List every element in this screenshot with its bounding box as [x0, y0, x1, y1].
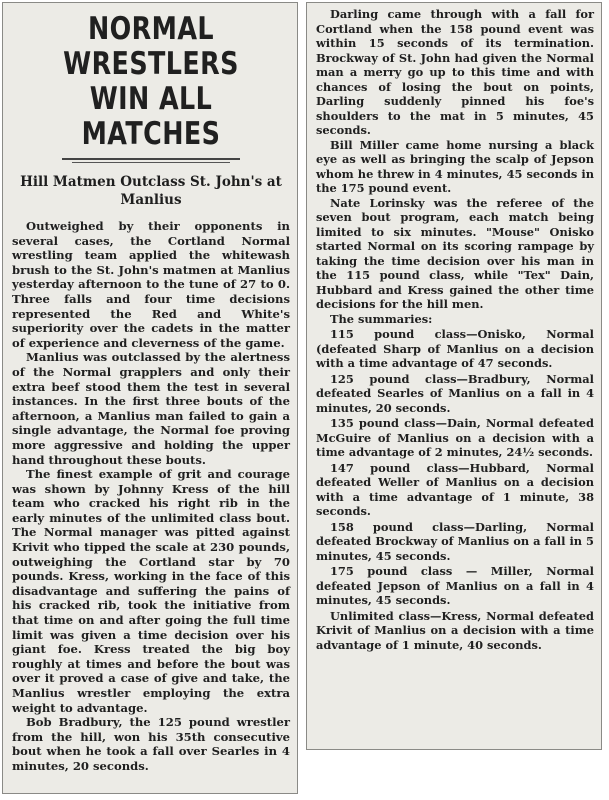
article-paragraph: Nate Lorinsky was the referee of the seven bout program, each match being limited to six minutes. "Mouse" Onisko started Normal on its scoring rampage by taking the time decision over his man in the 115 pound class, while "Tex" Dain, Hubbard and Kress gained the other time decisions for the hill men.: [316, 195, 594, 311]
article-paragraph: Bob Bradbury, the 125 pound wrestler from the hill, won his 35th consecutive bout when he took a fall over Searles in 4 minutes, 20 seconds.: [12, 715, 290, 773]
summary-item: 115 pound class—Onisko, Normal (defeated Sharp of Manlius on a decision with a time advantage of 47 seconds.: [316, 327, 594, 370]
article-paragraph: Darling came through with a fall for Cortland when the 158 pound event was within 15 seconds of its termination. Brockway of St. John had given the Normal man a merry go up to this time and with chances of losing the bout on points, Darling suddenly pinned his foe's shoulders to the mat in 5 minutes, 45 seconds.: [316, 7, 594, 137]
article-paragraph: Manlius was outclassed by the alertness of the Normal grapplers and only their extra beef stood them the test in several instances. In the first three bouts of the afternoon, a Manlius man failed to gain a single advantage, the Normal foe proving more aggressive and holding the upper hand throughout these bouts.: [12, 350, 290, 467]
summary-item: 147 pound class—Hubbard, Normal defeated Weller of Manlius on a decision with a time advantage of 1 minute, 38 seconds.: [316, 460, 594, 518]
summary-item: 125 pound class—Bradbury, Normal defeated Searles of Manlius on a fall in 4 minutes, 20 seconds.: [316, 371, 594, 415]
article-paragraph: Bill Miller came home nursing a black eye as well as bringing the scalp of Jepson whom he threw in 4 minutes, 45 seconds in the 175 pound event.: [316, 137, 594, 195]
summary-item: Unlimited class—Kress, Normal defeated Krivit of Manlius on a decision with a time advantage of 1 minute, 40 seconds.: [316, 608, 594, 652]
summaries-heading: The summaries:: [330, 311, 433, 326]
right-column: [306, 2, 602, 750]
summary-item: 175 pound class — Miller, Normal defeated Jepson of Manlius on a fall in 4 minutes, 45 seconds.: [316, 564, 594, 607]
left-column: [2, 2, 298, 794]
headline-line-2: WIN ALL MATCHES: [81, 81, 221, 152]
headline-rule-thin: [72, 162, 230, 163]
summary-item: 158 pound class—Darling, Normal defeated Brockway of Manlius on a fall in 5 minutes, 45 seconds.: [316, 519, 594, 563]
headline-rule: [62, 158, 240, 160]
article-paragraph: Outweighed by their opponents in several cases, the Cortland Normal wrestling team applied the whitewash brush to the St. John's matmen at Manlius yesterday afternoon to the tune of 27 to 0. Three falls and four time decisions represented the Red and White's superiority over the cadets in the matter of experience and cleverness of the game.: [12, 219, 290, 350]
headline-line-1: NORMAL WRESTLERS: [63, 11, 239, 82]
summary-item: 135 pound class—Dain, Normal defeated McGuire of Manlius on a decision with a time advantage of 2 minutes, 24½ seconds.: [316, 416, 594, 459]
headline: [21, 12, 282, 152]
article-paragraph: The finest example of grit and courage was shown by Johnny Kress of the hill team who cracked his right rib in the early minutes of the unlimited class bout. The Normal manager was pitted against Krivit who tipped the scale at 230 pounds, outweighing the Cortland star by 70 pounds. Kress, working in the face of this disadvantage and suffering the pains of his cracked rib, took the initiative from that time on and after going the full time limit was given a time decision over his giant foe. Kress treated the big boy roughly at times and before the bout was over it proved a case of give and take, the Manlius wrestler employing the extra weight to advantage.: [12, 467, 290, 715]
subheadline: Hill Matmen Outclass St. John's at Manlius: [20, 174, 282, 208]
